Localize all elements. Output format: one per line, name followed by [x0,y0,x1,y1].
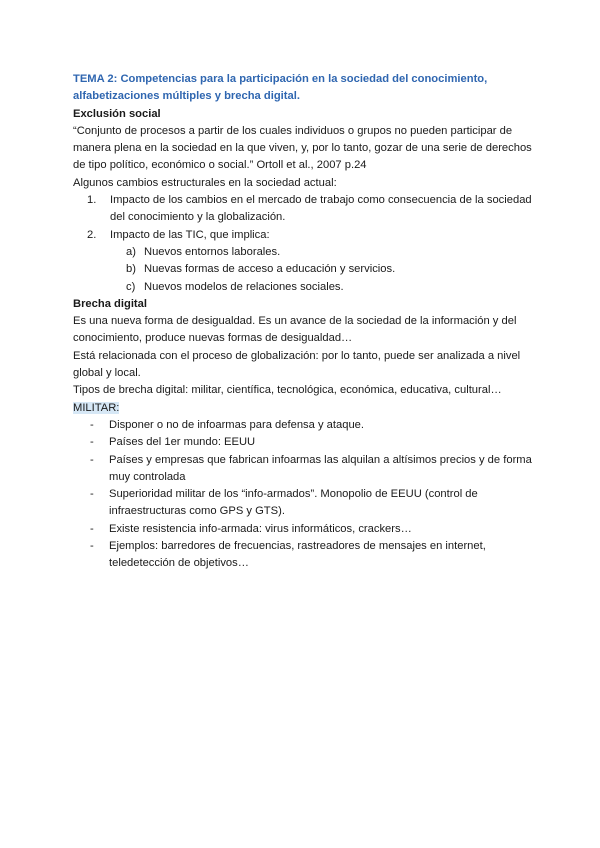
list-item-text: Disponer o no de infoarmas para defensa y ataque. [109,418,364,431]
list-item [73,192,540,227]
militar-label: MILITAR: [73,401,120,414]
list-marker: 1. [87,194,97,207]
list-item-text: Países y empresas que fabrican infoarmas las alquilan a altísimos precios y de forma muy controlada [109,453,532,483]
list-item-text: Países del 1er mundo: EEUU [109,436,256,449]
brecha-heading: Brecha digital [73,297,147,310]
list-marker: - [90,453,94,466]
brecha-paragraph-1: Es una nueva forma de desigualdad. Es un avance de la sociedad de la información y del conocimiento, produce nuevas formas de desigualdad… [73,315,517,345]
list-item [73,486,540,521]
list-item [73,452,540,487]
list-marker: c) [126,280,136,293]
list-item [108,261,540,278]
list-marker: a) [126,245,136,258]
structural-changes-intro: Algunos cambios estructurales en la sociedad actual: [73,176,337,189]
militar-label-line [73,400,540,417]
exclusion-quote: “Conjunto de procesos a partir de los cuales individuos o grupos no pueden participar de manera plena en la sociedad en la que viven, y, por lo tanto, gozar de una serie de derechos de tipo político, económico o social.” Ortoll et al., 2007 p.24 [73,124,532,172]
list-item-text: Ejemplos: barredores de frecuencias, rastreadores de mensajes en internet, teledetección de objetivos… [109,540,486,570]
list-item [108,279,540,296]
brecha-paragraph-3: Tipos de brecha digital: militar, científica, tecnológica, económica, educativa, cultural… [73,384,502,397]
list-item-text: Nuevos modelos de relaciones sociales. [144,280,344,293]
list-marker: 2. [87,228,97,241]
list-item-text: Impacto de las TIC, que implica: [110,228,270,241]
list-item-text: Impacto de los cambios en el mercado de trabajo como consecuencia de la sociedad del conocimiento y la globalización. [110,194,532,224]
militar-list [73,417,540,573]
list-item-text: Nuevos entornos laborales. [144,245,281,258]
tic-impacts-list [73,244,540,296]
list-marker: - [90,436,94,449]
list-item [73,227,540,244]
list-marker: - [90,522,94,535]
list-item [108,244,540,261]
list-item [73,538,540,573]
list-item-text: Nuevas formas de acceso a educación y servicios. [144,263,396,276]
list-item-text: Existe resistencia info-armada: virus informáticos, crackers… [109,522,412,535]
list-marker: b) [126,263,136,276]
list-item [73,417,540,434]
list-item [73,521,540,538]
brecha-paragraph-2: Está relacionada con el proceso de globalización: por lo tanto, puede ser analizada a nivel global y local. [73,349,521,380]
list-marker: - [90,540,94,553]
document-title: TEMA 2: Competencias para la participación en la sociedad del conocimiento, alfabetizaciones múltiples y brecha digital. [73,73,488,103]
list-item [73,434,540,451]
exclusion-heading: Exclusión social [73,107,161,120]
list-item-text: Superioridad militar de los “info-armados”. Monopolio de EEUU (control de infraestructuras como GPS y GTS). [109,488,478,518]
list-marker: - [90,488,94,501]
structural-changes-list [73,192,540,244]
list-marker: - [90,418,94,431]
